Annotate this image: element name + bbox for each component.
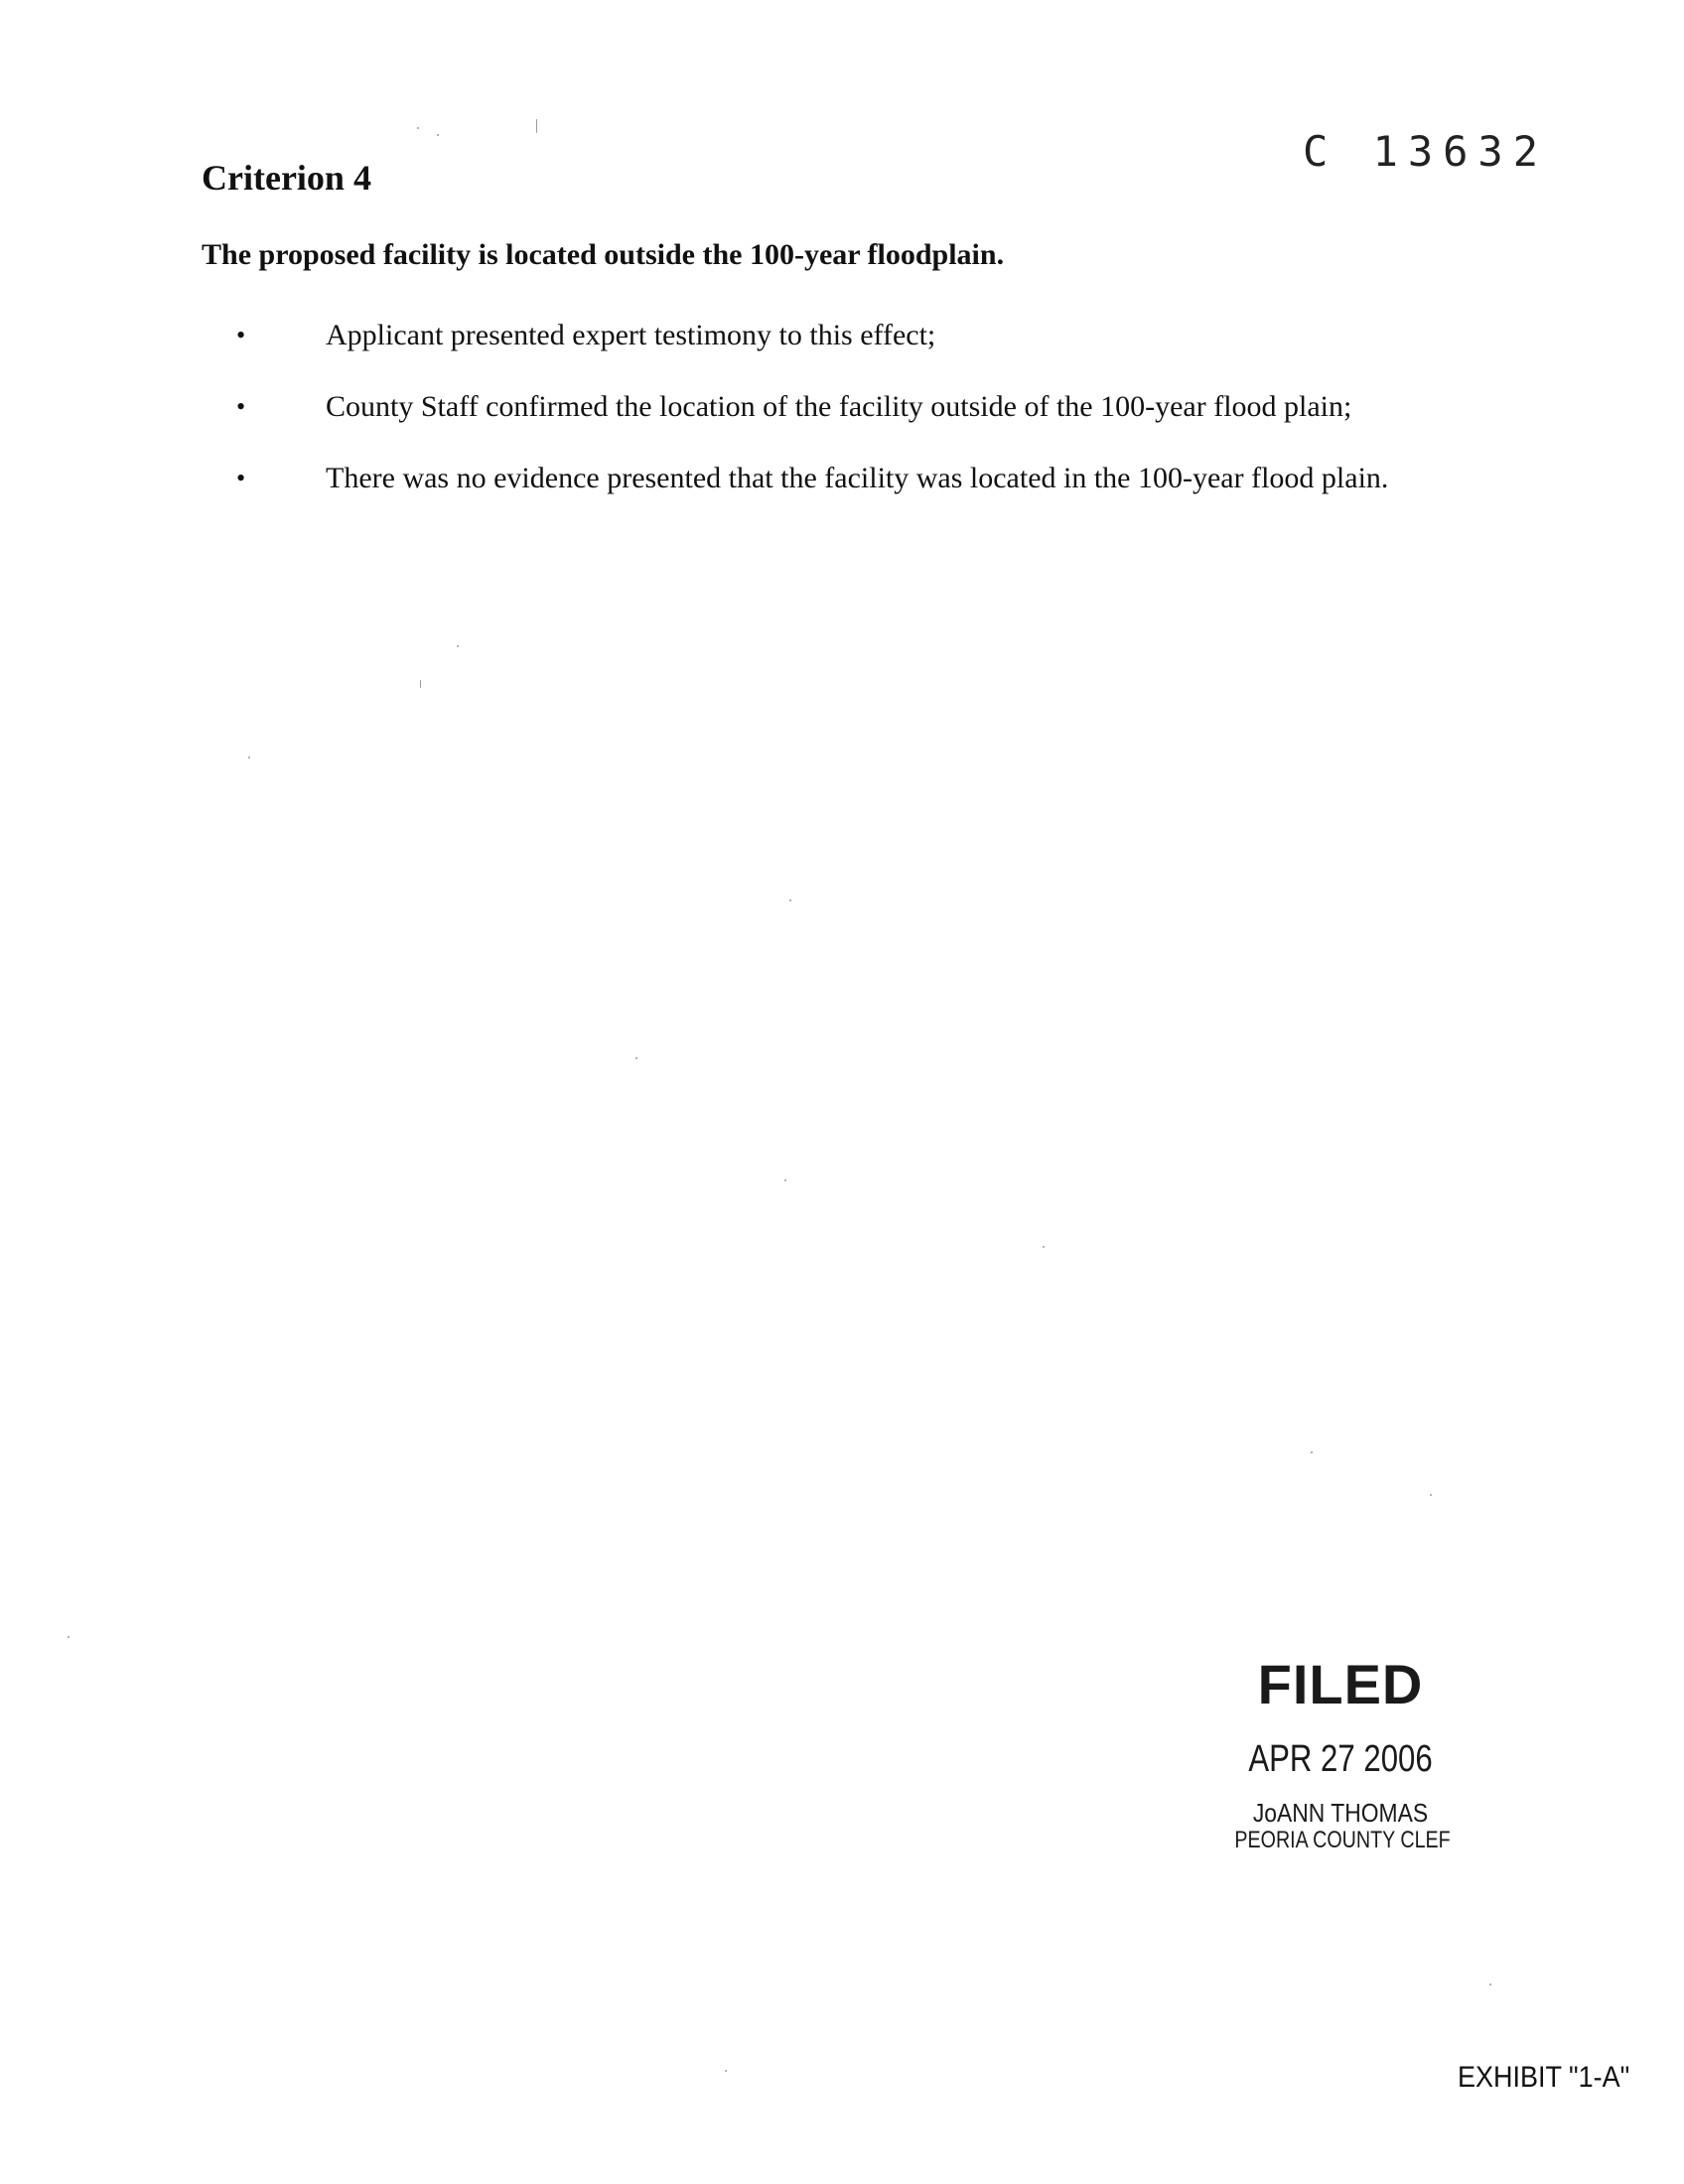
scan-speck [1489, 1983, 1491, 1985]
scan-speck [725, 2070, 727, 2072]
filed-stamp [1211, 1653, 1470, 1853]
findings-list [228, 314, 1440, 500]
stamp-title: FILED [1257, 1653, 1424, 1715]
scan-speck [457, 645, 459, 647]
stamp-clerk-name: JoANN THOMAS [1252, 1798, 1429, 1828]
criterion-heading: Criterion 4 [202, 158, 371, 198]
document-number: C 13632 [1303, 127, 1549, 176]
scan-speck [248, 756, 250, 758]
exhibit-label: EXHIBIT "1-A" [1458, 2061, 1630, 2094]
bullet-icon: • [236, 321, 246, 349]
scan-speck [420, 680, 421, 688]
list-item [228, 385, 1440, 429]
list-item-text: Applicant presented expert testimony to this effect; [326, 319, 936, 351]
scan-speck [437, 134, 439, 136]
bullet-icon: • [236, 392, 246, 421]
list-item [228, 314, 1440, 357]
scan-speck [1311, 1451, 1313, 1453]
scan-speck [536, 119, 537, 133]
criterion-statement: The proposed facility is located outside the 100-year floodplain. [202, 238, 1005, 271]
scan-speck [789, 899, 791, 901]
stamp-clerk-office: PEORIA COUNTY CLEF [1234, 1827, 1451, 1853]
scan-speck [784, 1179, 786, 1181]
list-item [228, 457, 1440, 500]
list-item-text: There was no evidence presented that the facility was located in the 100-year flood plain. [326, 462, 1389, 494]
stamp-date: APR 27 2006 [1248, 1738, 1433, 1780]
scan-speck [1043, 1246, 1045, 1248]
bullet-icon: • [236, 464, 246, 492]
list-item-text: County Staff confirmed the location of the facility outside of the 100-year flood plain; [326, 390, 1352, 423]
scan-speck [68, 1636, 70, 1638]
scan-speck [635, 1057, 637, 1059]
scan-speck [1430, 1494, 1432, 1496]
scan-speck [417, 127, 419, 129]
